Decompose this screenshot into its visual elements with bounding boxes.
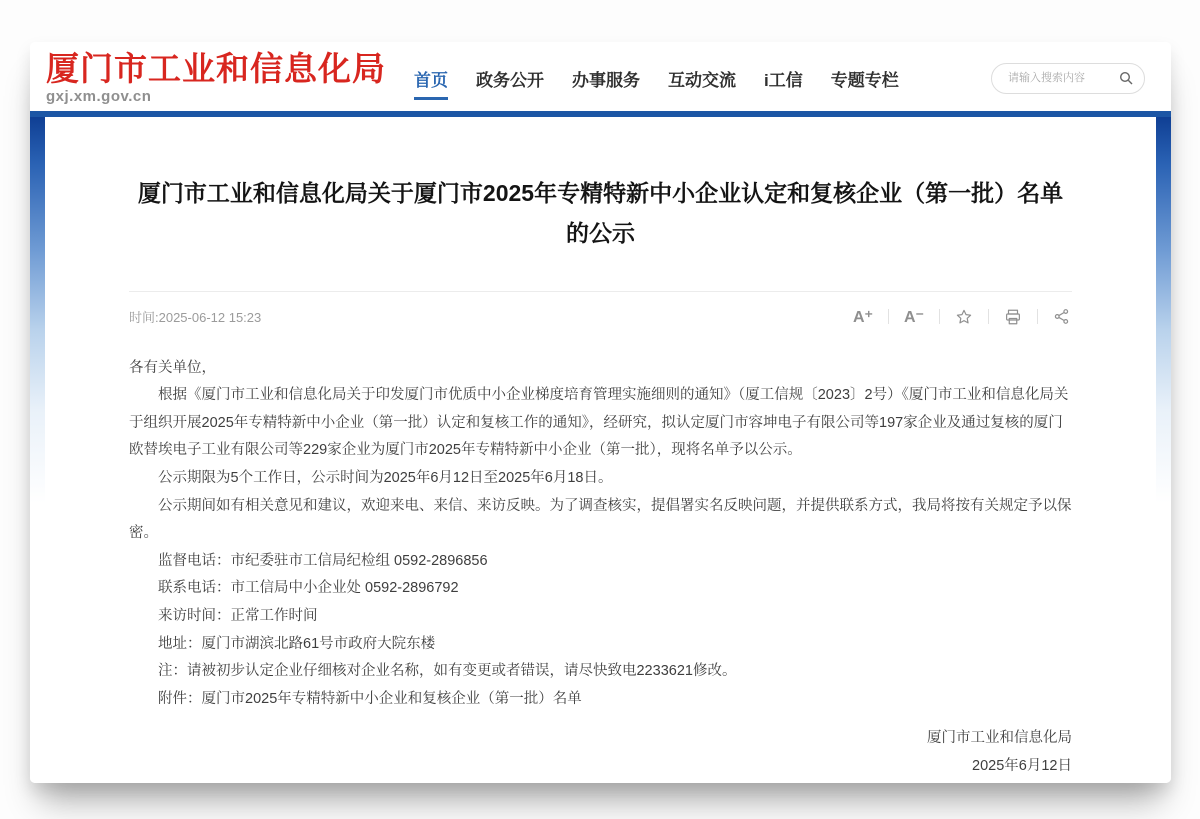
nav-item-home[interactable]: 首页 [414, 66, 448, 100]
search-input[interactable] [1006, 71, 1119, 85]
nav-item-services[interactable]: 办事服务 [572, 71, 640, 91]
search-box[interactable] [991, 63, 1145, 94]
font-increase-button[interactable]: A⁺ [853, 308, 873, 326]
paragraph-feedback: 公示期间如有相关意见和建议，欢迎来电、来信、来访反映。为了调查核实，提倡署实名反映问题，并提供联系方式，我局将按有关规定予以保密。 [129, 497, 1072, 542]
paragraph-salutation: 各有关单位， [129, 359, 216, 376]
search-icon[interactable] [1119, 71, 1133, 85]
font-decrease-button[interactable]: A⁻ [904, 308, 924, 326]
nav-item-special-columns[interactable]: 专题专栏 [830, 71, 899, 91]
main-nav [414, 56, 899, 100]
paragraph-supervision-phone: 监督电话：市纪委驻市工信局纪检组 0592-2896856 [158, 552, 488, 569]
page [30, 42, 1171, 783]
toolbar-divider [888, 309, 889, 324]
article-body [129, 355, 1072, 714]
nav-item-interaction[interactable]: 互动交流 [668, 71, 736, 91]
toolbar-divider [988, 309, 989, 324]
paragraph-attachment: 附件：厦门市2025年专精特新中小企业和复核企业（第一批）名单 [158, 690, 582, 707]
article-meta-row [129, 291, 1072, 327]
content-background [30, 117, 1171, 783]
toolbar-divider [939, 309, 940, 324]
toolbar-divider [1037, 309, 1038, 324]
site-logo-title: 厦门市工业和信息化局 [46, 50, 386, 87]
print-icon[interactable] [1002, 308, 1024, 326]
paragraph-publicity-period: 公示期限为5个工作日，公示时间为2025年6月12日至2025年6月18日。 [158, 470, 613, 487]
paragraph-basis: 根据《厦门市工业和信息化局关于印发厦门市优质中小企业梯度培育管理实施细则的通知》（厦工信规〔2023〕2号）《厦门市工业和信息化局关于组织开展2025年专精特新中小企业（第一批）认定和复核工作的通知》，经研究，拟认定厦门市容坤电子有限公司等197家企业及通过复核的厦门欧替埃电子工业有限公司等229家企业为厦门市2025年专精特新中小企业（第一批），现将名单予以公示。 [129, 387, 1069, 459]
article-container [45, 117, 1156, 783]
paragraph-visit-time: 来访时间：正常工作时间 [158, 607, 318, 624]
paragraph-note: 注：请被初步认定企业仔细核对企业名称，如有变更或者错误，请尽快致电2233621修改。 [158, 663, 737, 680]
signature-block [129, 725, 1072, 780]
favorite-star-icon[interactable] [953, 308, 975, 326]
site-logo[interactable] [46, 52, 386, 105]
article-toolbar [851, 307, 1072, 327]
signature-date: 2025年6月12日 [972, 757, 1072, 774]
article-title: 厦门市工业和信息化局关于厦门市2025年专精特新中小企业认定和复核企业（第一批）名单的公示 [137, 179, 1064, 246]
nav-item-government-affairs[interactable]: 政务公开 [476, 71, 544, 91]
site-header [30, 42, 1171, 111]
signature-org: 厦门市工业和信息化局 [927, 730, 1072, 747]
publish-time: 时间:2025-06-12 15:23 [129, 310, 262, 326]
paragraph-address: 地址：厦门市湖滨北路61号市政府大院东楼 [158, 635, 436, 652]
paragraph-contact-phone: 联系电话：市工信局中小企业处 0592-2896792 [158, 580, 459, 597]
nav-item-igongxin[interactable]: i工信 [764, 71, 803, 91]
share-icon[interactable] [1051, 308, 1072, 325]
site-logo-url: gxj.xm.gov.cn [46, 87, 152, 105]
